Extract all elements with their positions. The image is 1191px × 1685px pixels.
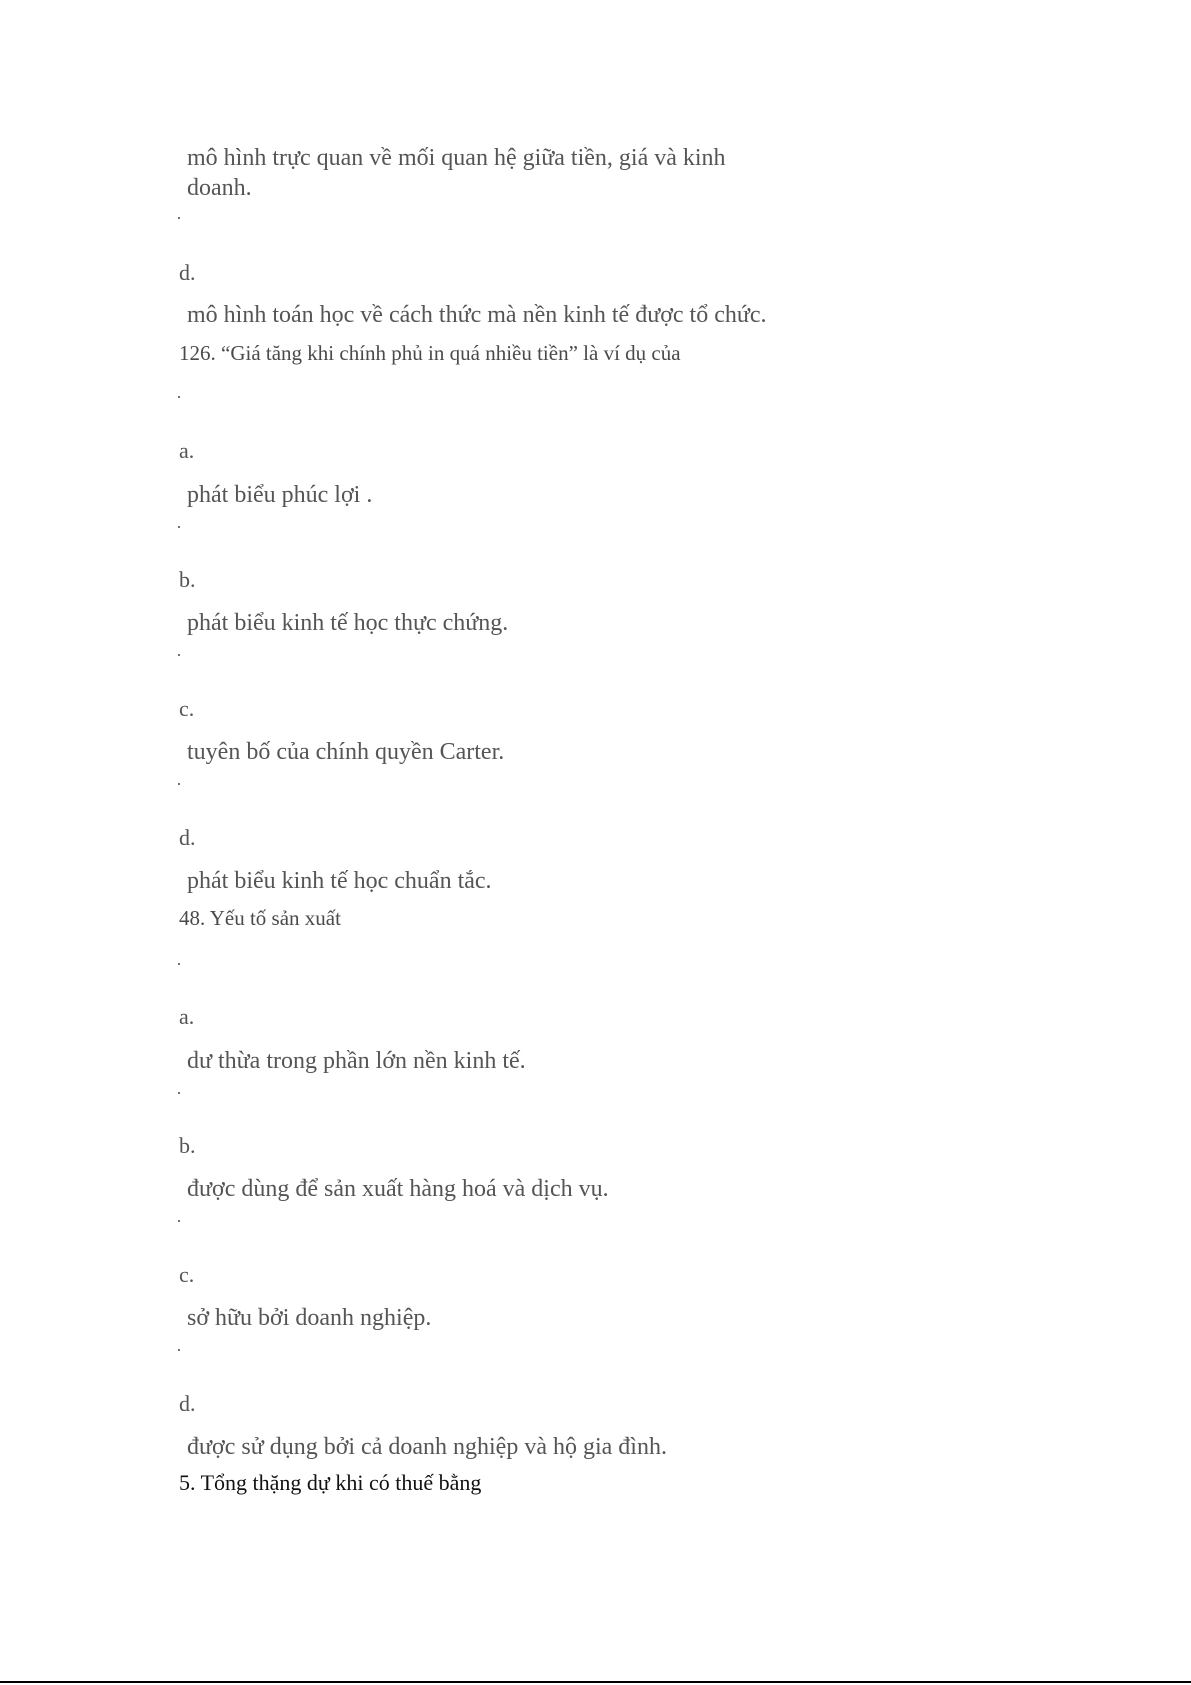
option-d-letter: d. (179, 260, 196, 285)
q48-option-c-letter: c. (179, 1262, 195, 1287)
page-bottom-rule (0, 1681, 1191, 1683)
q126-option-d-text: phát biểu kinh tế học chuẩn tắc. (187, 868, 492, 894)
q126-option-b-letter: b. (179, 567, 196, 592)
bullet-dot (178, 1092, 180, 1094)
q126-option-b-text: phát biểu kinh tế học thực chứng. (187, 610, 509, 636)
q48-option-b-letter: b. (179, 1133, 196, 1158)
question-126-prompt: 126. “Giá tăng khi chính phủ in quá nhiều tiền” là ví dụ của (179, 341, 681, 365)
bullet-dot (178, 783, 180, 785)
q126-option-c-text: tuyên bố của chính quyền Carter. (187, 739, 505, 765)
q126-option-a-letter: a. (179, 438, 195, 463)
bullet-dot (178, 1349, 180, 1351)
q126-option-a-text: phát biểu phúc lợi . (187, 482, 373, 508)
option-c-text-line1: mô hình trực quan về mối quan hệ giữa tiền, giá và kinh (187, 145, 726, 171)
bullet-dot (178, 526, 180, 528)
bullet-dot (178, 396, 180, 398)
q126-option-c-letter: c. (179, 696, 195, 721)
q48-option-a-text: dư thừa trong phần lớn nền kinh tế. (187, 1048, 526, 1074)
bullet-dot (178, 963, 180, 965)
q126-option-d-letter: d. (179, 825, 196, 850)
q48-option-b-text: được dùng để sản xuất hàng hoá và dịch vụ. (187, 1176, 609, 1202)
question-48-prompt: 48. Yếu tố sản xuất (179, 906, 341, 930)
option-c-text-line2: doanh. (187, 175, 252, 201)
bullet-dot (178, 654, 180, 656)
q48-option-d-text: được sử dụng bởi cả doanh nghiệp và hộ gia đình. (187, 1434, 667, 1460)
question-5-prompt: 5. Tổng thặng dự khi có thuế bằng (179, 1470, 482, 1495)
bullet-dot (178, 217, 180, 219)
q48-option-d-letter: d. (179, 1391, 196, 1416)
q48-option-a-letter: a. (179, 1004, 195, 1029)
option-d-text: mô hình toán học về cách thức mà nền kinh tế được tổ chức. (187, 302, 767, 328)
q48-option-c-text: sở hữu bởi doanh nghiệp. (187, 1305, 432, 1331)
bullet-dot (178, 1220, 180, 1222)
